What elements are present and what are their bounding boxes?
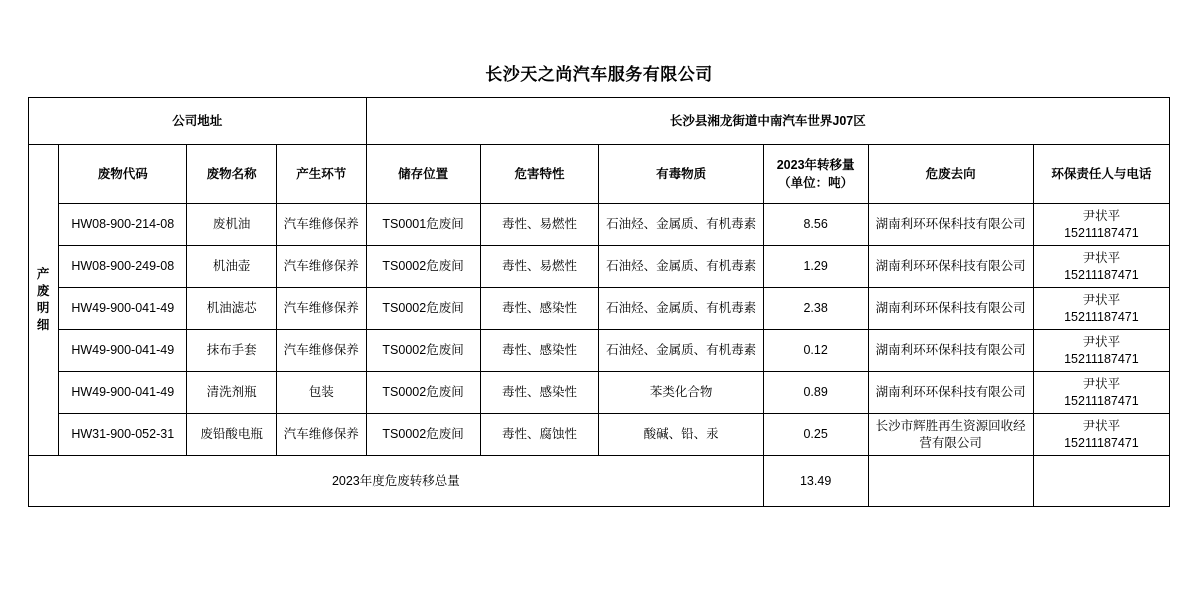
cell-hazard-property: 毒性、感染性 xyxy=(480,288,599,330)
cell-destination: 湖南利环环保科技有限公司 xyxy=(868,246,1033,288)
table-row xyxy=(29,372,1170,414)
table-header-address-row xyxy=(29,98,1170,145)
table-row xyxy=(29,204,1170,246)
column-header-waste-name: 废物名称 xyxy=(187,145,277,204)
responsible-person-name: 尹状平 xyxy=(1082,250,1121,265)
total-value: 13.49 xyxy=(763,456,868,507)
cell-waste-code: HW31-900-052-31 xyxy=(59,414,187,456)
total-spacer-person xyxy=(1033,456,1169,507)
cell-storage-location: TS0002危废间 xyxy=(366,288,480,330)
cell-toxic-substance: 石油烃、金属质、有机毒素 xyxy=(599,330,763,372)
cell-transfer-amount: 0.25 xyxy=(763,414,868,456)
cell-waste-code: HW08-900-249-08 xyxy=(59,246,187,288)
total-spacer-destination xyxy=(868,456,1033,507)
cell-waste-name: 清洗剂瓶 xyxy=(187,372,277,414)
cell-toxic-substance: 石油烃、金属质、有机毒素 xyxy=(599,288,763,330)
total-label: 2023年度危废转移总量 xyxy=(29,456,764,507)
table-column-header-row xyxy=(29,145,1170,204)
side-label-char-1: 产 xyxy=(36,267,51,282)
cell-hazard-property: 毒性、感染性 xyxy=(480,372,599,414)
cell-waste-code: HW49-900-041-49 xyxy=(59,330,187,372)
cell-waste-name: 机油壶 xyxy=(187,246,277,288)
waste-detail-table xyxy=(28,97,1170,507)
column-header-storage-location: 储存位置 xyxy=(366,145,480,204)
address-value: 长沙县湘龙街道中南汽车世界J07区 xyxy=(366,98,1169,145)
cell-transfer-amount: 2.38 xyxy=(763,288,868,330)
cell-waste-code: HW08-900-214-08 xyxy=(59,204,187,246)
cell-storage-location: TS0001危废间 xyxy=(366,204,480,246)
responsible-person-phone: 15211187471 xyxy=(1064,435,1139,450)
cell-hazard-property: 毒性、易燃性 xyxy=(480,204,599,246)
cell-toxic-substance: 石油烃、金属质、有机毒素 xyxy=(599,204,763,246)
page-title: 长沙天之尚汽车服务有限公司 xyxy=(485,65,713,84)
table-total-row xyxy=(29,456,1170,507)
column-header-transfer-amount xyxy=(763,145,868,204)
cell-storage-location: TS0002危废间 xyxy=(366,246,480,288)
responsible-person-name: 尹状平 xyxy=(1082,376,1121,391)
cell-responsible-person xyxy=(1033,330,1169,372)
responsible-person-name: 尹状平 xyxy=(1082,334,1121,349)
column-header-responsible-person: 环保责任人与电话 xyxy=(1033,145,1169,204)
cell-responsible-person xyxy=(1033,288,1169,330)
address-label: 公司地址 xyxy=(29,98,367,145)
cell-destination: 湖南利环环保科技有限公司 xyxy=(868,330,1033,372)
cell-storage-location: TS0002危废间 xyxy=(366,414,480,456)
column-header-hazard-property: 危害特性 xyxy=(480,145,599,204)
cell-transfer-amount: 0.12 xyxy=(763,330,868,372)
cell-waste-name: 废铅酸电瓶 xyxy=(187,414,277,456)
side-label-char-3: 明 xyxy=(36,301,51,315)
table-row xyxy=(29,414,1170,456)
cell-hazard-property: 毒性、腐蚀性 xyxy=(480,414,599,456)
table-row xyxy=(29,246,1170,288)
column-header-waste-code: 废物代码 xyxy=(59,145,187,204)
cell-hazard-property: 毒性、易燃性 xyxy=(480,246,599,288)
cell-responsible-person xyxy=(1033,372,1169,414)
table-row xyxy=(29,288,1170,330)
responsible-person-name: 尹状平 xyxy=(1082,418,1121,433)
cell-destination: 湖南利环环保科技有限公司 xyxy=(868,372,1033,414)
cell-responsible-person xyxy=(1033,246,1169,288)
cell-toxic-substance: 酸碱、铅、汞 xyxy=(599,414,763,456)
cell-hazard-property: 毒性、感染性 xyxy=(480,330,599,372)
cell-responsible-person xyxy=(1033,204,1169,246)
cell-destination: 湖南利环环保科技有限公司 xyxy=(868,288,1033,330)
cell-waste-code: HW49-900-041-49 xyxy=(59,372,187,414)
cell-generation-stage: 汽车维修保养 xyxy=(276,288,366,330)
cell-toxic-substance: 石油烃、金属质、有机毒素 xyxy=(599,246,763,288)
cell-transfer-amount: 8.56 xyxy=(763,204,868,246)
cell-storage-location: TS0002危废间 xyxy=(366,372,480,414)
responsible-person-name: 尹状平 xyxy=(1082,208,1121,223)
cell-generation-stage: 包装 xyxy=(276,372,366,414)
cell-generation-stage: 汽车维修保养 xyxy=(276,414,366,456)
responsible-person-phone: 15211187471 xyxy=(1064,225,1139,240)
cell-waste-name: 抹布手套 xyxy=(187,330,277,372)
column-header-generation-stage: 产生环节 xyxy=(276,145,366,204)
column-header-transfer-amount-line1: 2023年转移量 xyxy=(776,157,855,172)
column-header-transfer-amount-line2: （单位：吨） xyxy=(778,176,854,190)
side-label-char-2: 废 xyxy=(36,284,51,299)
cell-destination: 长沙市辉胜再生资源回收经营有限公司 xyxy=(868,414,1033,456)
cell-waste-name: 机油滤芯 xyxy=(187,288,277,330)
cell-generation-stage: 汽车维修保养 xyxy=(276,204,366,246)
column-header-toxic-substance: 有毒物质 xyxy=(599,145,763,204)
side-label-char-4: 细 xyxy=(36,317,51,332)
responsible-person-phone: 15211187471 xyxy=(1064,393,1139,408)
cell-generation-stage: 汽车维修保养 xyxy=(276,246,366,288)
cell-transfer-amount: 0.89 xyxy=(763,372,868,414)
cell-transfer-amount: 1.29 xyxy=(763,246,868,288)
cell-storage-location: TS0002危废间 xyxy=(366,330,480,372)
cell-generation-stage: 汽车维修保养 xyxy=(276,330,366,372)
cell-waste-code: HW49-900-041-49 xyxy=(59,288,187,330)
table-row xyxy=(29,330,1170,372)
responsible-person-phone: 15211187471 xyxy=(1064,267,1139,282)
column-header-destination: 危废去向 xyxy=(868,145,1033,204)
responsible-person-name: 尹状平 xyxy=(1082,292,1121,307)
side-label-chanfei-mingxi xyxy=(29,145,59,456)
responsible-person-phone: 15211187471 xyxy=(1064,351,1139,366)
cell-toxic-substance: 苯类化合物 xyxy=(599,372,763,414)
cell-responsible-person xyxy=(1033,414,1169,456)
responsible-person-phone: 15211187471 xyxy=(1064,309,1139,324)
cell-destination: 湖南利环环保科技有限公司 xyxy=(868,204,1033,246)
cell-waste-name: 废机油 xyxy=(187,204,277,246)
